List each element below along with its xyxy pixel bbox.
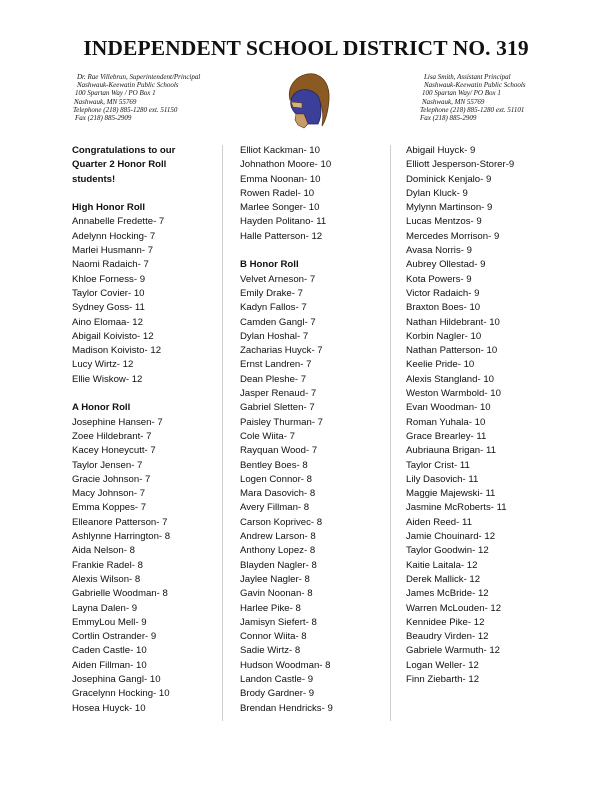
student-name: Brody Gardner- 9: [240, 688, 315, 700]
section-heading: B Honor Roll: [240, 259, 299, 271]
student-name: Emily Drake- 7: [240, 287, 303, 299]
student-name: Jasper Renaud- 7: [240, 388, 317, 400]
student-name: Marlei Husmann- 7: [72, 245, 154, 257]
student-name: Taylor Jensen- 7: [72, 459, 143, 471]
student-name: Gabrielle Woodman- 8: [72, 588, 168, 600]
student-name: Lily Dasovich- 11: [406, 473, 479, 485]
student-name: Gracie Johnson- 7: [72, 473, 151, 485]
student-name: Logan Weller- 12: [406, 659, 479, 671]
student-name: Hayden Politano- 11: [240, 216, 327, 228]
student-name: Kaitie Laitala- 12: [406, 559, 478, 571]
honor-roll-column-1: [72, 144, 232, 716]
honor-roll-column-2: [240, 144, 400, 716]
student-name: EmmyLou Mell- 9: [72, 616, 147, 628]
student-name: Khloe Forness- 9: [72, 273, 146, 285]
student-name: Blayden Nagler- 8: [240, 559, 317, 571]
student-name: Victor Radaich- 9: [406, 287, 480, 299]
student-name: Layna Dalen- 9: [72, 602, 138, 614]
student-name: Kota Powers- 9: [406, 273, 472, 285]
student-name: Jaylee Nagler- 8: [240, 573, 310, 585]
student-name: Kacey Honeycutt- 7: [72, 445, 156, 457]
student-name: Alexis Stangland- 10: [406, 373, 494, 385]
student-name: Mara Dasovich- 8: [240, 488, 316, 500]
student-name: Sydney Goss- 11: [72, 302, 145, 314]
student-name: Harlee Pike- 8: [240, 602, 301, 614]
student-name: Finn Ziebarth- 12: [406, 673, 480, 685]
contact-line: Dr. Rae Villebrun, Superintendent/Principal: [77, 73, 201, 81]
student-name: Hudson Woodman- 8: [240, 659, 331, 671]
superintendent-contact: [74, 73, 200, 122]
student-name: Mylynn Martinson- 9: [406, 202, 493, 214]
student-name: Derek Mallick- 12: [406, 573, 481, 585]
student-name: Adelynn Hocking- 7: [72, 230, 156, 242]
student-name: Marlee Songer- 10: [240, 202, 320, 214]
contact-line: Telephone (218) 885-1280 ext. 51150: [73, 105, 178, 114]
student-name: Ellie Wiskow- 12: [72, 373, 143, 385]
student-name: Keelie Pride- 10: [406, 359, 475, 371]
student-name: Caden Castle- 10: [72, 645, 147, 657]
student-name: Cortlin Ostrander- 9: [72, 631, 157, 643]
student-name: Aubriauna Brigan- 11: [406, 445, 496, 457]
student-name: Frankie Radel- 8: [72, 559, 143, 571]
student-name: Braxton Boes- 10: [406, 302, 481, 314]
student-name: Carson Koprivec- 8: [240, 516, 323, 528]
student-name: Aiden Reed- 11: [406, 516, 472, 528]
student-name: Taylor Goodwin- 12: [406, 545, 489, 557]
student-name: Avery Fillman- 8: [240, 502, 310, 514]
spacer: [72, 187, 232, 201]
assistant-principal-contact: [420, 73, 526, 122]
contact-line: Lisa Smith, Assistant Principal: [424, 73, 511, 81]
student-name: Brendan Hendricks- 9: [240, 702, 333, 714]
contact-line: Nashwauk-Keewatin Public Schools: [424, 81, 526, 90]
student-name: Paisley Thurman- 7: [240, 416, 324, 428]
student-name: Gracelynn Hocking- 10: [72, 688, 170, 700]
student-name: Halle Patterson- 12: [240, 230, 323, 242]
student-name: Rayquan Wood- 7: [240, 445, 318, 457]
contact-line: Nashwauk, MN 55769: [74, 97, 137, 106]
student-name: Aida Nelson- 8: [72, 545, 135, 557]
congratulations-text: Congratulations to our: [72, 145, 176, 156]
student-name: Dylan Kluck- 9: [406, 187, 468, 199]
student-name: Landon Castle- 9: [240, 673, 314, 685]
district-title: INDEPENDENT SCHOOL DISTRICT NO. 319: [83, 36, 529, 60]
student-name: Zacharias Huyck- 7: [240, 345, 323, 357]
congratulations-text: students!: [72, 173, 116, 185]
student-name: Camden Gangl- 7: [240, 316, 316, 328]
spacer: [240, 244, 400, 258]
student-name: Gabriele Warmuth- 12: [406, 645, 501, 657]
student-name: Josephine Hansen- 7: [72, 416, 163, 428]
student-name: Warren McLouden- 12: [406, 602, 502, 614]
student-name: Jamie Chouinard- 12: [406, 531, 496, 543]
student-name: Gavin Noonan- 8: [240, 588, 313, 600]
student-name: Emma Koppes- 7: [72, 502, 147, 514]
student-name: Cole Wiita- 7: [240, 430, 295, 442]
student-name: Avasa Norris- 9: [406, 245, 472, 257]
contact-line: Nashwauk, MN 55769: [422, 97, 485, 106]
student-name: Dylan Hoshal- 7: [240, 330, 309, 342]
spartan-helmet-logo: [282, 70, 332, 130]
student-name: Sadie Wirtz- 8: [240, 645, 301, 657]
student-name: Naomi Radaich- 7: [72, 259, 149, 271]
student-name: Korbin Nagler- 10: [406, 330, 482, 342]
student-name: Johnathon Moore- 10: [240, 159, 332, 171]
honor-roll-column-3: [406, 144, 566, 687]
student-name: Bentley Boes- 8: [240, 459, 308, 471]
spacer: [72, 387, 232, 401]
student-name: Logen Connor- 8: [240, 473, 313, 485]
student-name: Jamisyn Siefert- 8: [240, 616, 317, 628]
contact-line: 100 Spartan Way/ PO Box 1: [422, 89, 501, 98]
student-name: Mercedes Morrison- 9: [406, 230, 500, 242]
student-name: Maggie Majewski- 11: [406, 488, 496, 500]
student-name: Lucas Mentzos- 9: [406, 216, 482, 228]
student-name: Ernst Landren- 7: [240, 359, 312, 371]
student-name: Kadyn Fallos- 7: [240, 302, 307, 314]
student-name: Jasmine McRoberts- 11: [406, 502, 507, 514]
student-name: Zoee Hildebrant- 7: [72, 430, 152, 442]
student-name: Andrew Larson- 8: [240, 531, 316, 543]
student-name: James McBride- 12: [406, 588, 489, 600]
student-name: Evan Woodman- 10: [406, 402, 491, 414]
section-heading: A Honor Roll: [72, 402, 131, 414]
student-name: Gabriel Sletten- 7: [240, 402, 315, 414]
student-name: Kennidee Pike- 12: [406, 616, 485, 628]
student-name: Grace Brearley- 11: [406, 430, 487, 442]
student-name: Madison Koivisto- 12: [72, 345, 162, 357]
student-name: Beaudry Virden- 12: [406, 631, 489, 643]
student-name: Hosea Huyck- 10: [72, 702, 146, 714]
student-name: Roman Yuhala- 10: [406, 416, 486, 428]
student-name: Nathan Patterson- 10: [406, 345, 498, 357]
student-name: Lucy Wirtz- 12: [72, 359, 134, 371]
contact-line: Fax (218) 885-2909: [420, 114, 477, 123]
student-name: Nathan Hildebrant- 10: [406, 316, 500, 328]
congratulations-text: Quarter 2 Honor Roll: [72, 159, 167, 171]
student-name: Dominick Kenjalo- 9: [406, 173, 492, 185]
student-name: Anthony Lopez- 8: [240, 545, 316, 557]
student-name: Emma Noonan- 10: [240, 173, 321, 185]
contact-line: Telephone (218) 885-1280 ext. 51101: [420, 105, 525, 114]
student-name: Velvet Arneson- 7: [240, 273, 316, 285]
student-name: Weston Warmbold- 10: [406, 388, 501, 400]
student-name: Aubrey Ollestad- 9: [406, 259, 486, 271]
section-heading: High Honor Roll: [72, 202, 146, 214]
student-name: Ashlynne Harrington- 8: [72, 531, 171, 543]
contact-line: Nashwauk-Keewatin Public Schools: [77, 81, 179, 90]
contact-line: Fax (218) 885-2909: [75, 114, 132, 123]
student-name: Elleanore Patterson- 7: [72, 516, 168, 528]
student-name: Dean Pleshe- 7: [240, 373, 307, 385]
student-name: Macy Johnson- 7: [72, 488, 146, 500]
student-name: Aino Elomaa- 12: [72, 316, 143, 328]
student-name: Josephina Gangl- 10: [72, 673, 161, 685]
contact-line: 100 Spartan Way / PO Box 1: [75, 89, 156, 98]
student-name: Annabelle Fredette- 7: [72, 216, 165, 228]
student-name: Abigail Koivisto- 12: [72, 330, 154, 342]
student-name: Taylor Covier- 10: [72, 287, 145, 299]
student-name: Aiden Fillman- 10: [72, 659, 147, 671]
student-name: Elliott Jesperson-Storer-9: [406, 159, 515, 171]
student-name: Connor Wiita- 8: [240, 631, 307, 643]
student-name: Rowen Radel- 10: [240, 187, 315, 199]
student-name: Alexis Wilson- 8: [72, 573, 141, 585]
student-name: Taylor Crist- 11: [406, 459, 470, 471]
student-name: Abigail Huyck- 9: [406, 145, 476, 156]
student-name: Elliot Kackman- 10: [240, 145, 320, 156]
